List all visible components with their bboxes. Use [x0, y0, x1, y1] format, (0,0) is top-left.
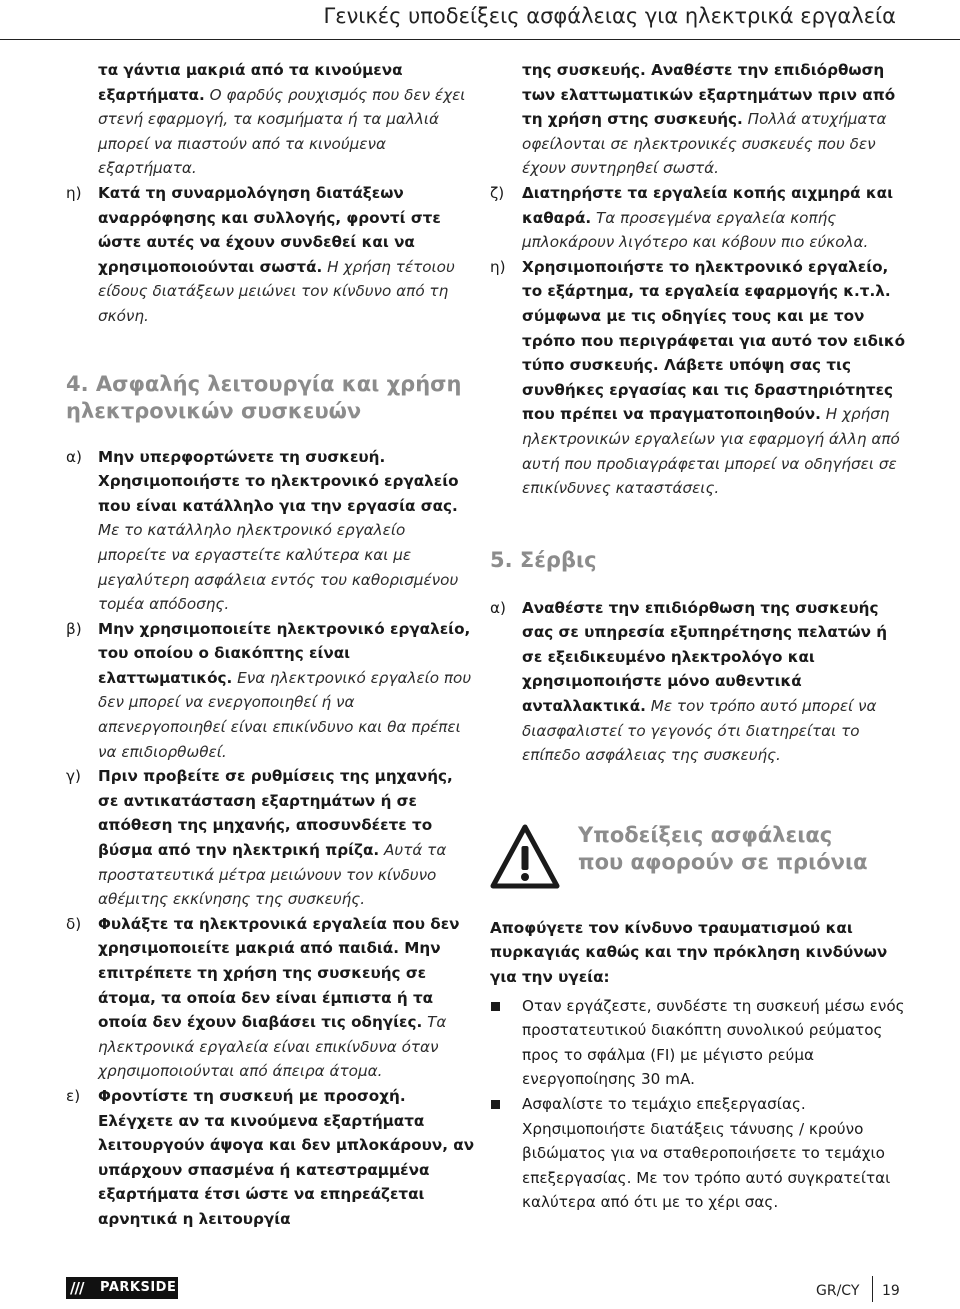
continued-paragraph: [490, 58, 910, 181]
item-marker: α): [490, 598, 506, 617]
item-body: [98, 912, 476, 1084]
bullet-text: Ασφαλίστε το τεμάχιο επεξεργασίας. Χρησιμοποιήστε διατάξεις τάνυσης / κρούνο βιδώματος για να σταθεροποιήσετε το τεμάχιο επεξεργασίας. Με τον τρόπο αυτό συγκρατείται καλύτερα από ότι με το χέρι σας.: [522, 1095, 891, 1212]
item-bold: Πριν προβείτε σε ρυθμίσεις της μηχανής, σε αντικατάσταση εξαρτημάτων ή σε απόθεση της μηχανής, αποσυνδέετε το βύσμα από την ηλεκτρική πρίζα.: [98, 767, 453, 860]
item-bold: Μην υπερφορτώνετε τη συσκευή. Χρησιμοποιήστε το ηλεκτρονικό εργαλείο που είναι κατάλληλο για την εργασία σας.: [98, 447, 459, 515]
item-body: [522, 255, 910, 501]
intro-text: Ο φαρδύς ρουχισμός που δεν έχει στενή εφαρμογή, τα κοσμήματα ή τα μαλλιά μπορεί να πιαστούν από τα κινούμενα εξαρτήματα.: [98, 85, 466, 178]
bullet-text: Οταν εργάζεστε, συνδέστε τη συσκευή μέσω ενός προστατευτικού διακόπτη συνολικού ρεύματος προς το σφάλμα (FI) με μέγιστο ρεύμα ενεργοποίησης 30 mA.: [522, 996, 905, 1089]
item-marker: ζ): [490, 183, 505, 202]
header-rule: [0, 39, 960, 40]
page-number: 19: [882, 1283, 900, 1299]
list-item: [490, 255, 910, 501]
item-marker: δ): [66, 914, 82, 933]
header-title: Γενικές υποδείξεις ασφάλειας για ηλεκτρικά εργαλεία: [323, 4, 896, 28]
item-bold: Κατά τη συναρμολόγηση διατάξεων αναρρόφησης και συλλογής, φροντί στε ώστε αυτές να έχουν συνδεθεί και να χρησιμοποιούνται σωστά.: [98, 183, 441, 276]
item-bold: Φροντίστε τη συσκευή με προσοχή. Ελέγχετε αν τα κινούμενα εξαρτήματα λειτουργούν άψογα και δεν μπλοκάρουν, αν υπάρχουν σπασμένα ή κατεστραμμένα εξαρτήματα έτσι ώστε να επηρεάζεται αρνητικά η λειτουργία: [98, 1086, 475, 1228]
left-column: [66, 58, 476, 1232]
footer-language: GR/CY: [816, 1283, 860, 1299]
page-header: [0, 0, 960, 40]
parkside-logo: [66, 1277, 178, 1299]
bullet-square-icon: [491, 1100, 500, 1109]
logo-brand: PARKSIDE: [100, 1280, 177, 1295]
list-item: [66, 912, 476, 1084]
item-text: Με τον τρόπο αυτό μπορεί να διασφαλιστεί το γεγονός ότι διατηρείται το επίπεδο ασφάλειας της συσκευής.: [522, 697, 877, 765]
item-body: [98, 1084, 476, 1232]
section-5-title: 5. Σέρβις: [490, 547, 597, 572]
saw-safety-title: Υποδείξεις ασφάλειας που αφορούν σε πριόνια: [578, 822, 868, 874]
list-item: [66, 1084, 476, 1232]
item-text: Τα προσεγμένα εργαλεία κοπής μπλοκάρουν λιγότερο και κόβουν πιο εύκολα.: [522, 208, 869, 252]
continued-bold: της συσκευής. Αναθέστε την επιδιόρθωση των ελαττωματικών εξαρτημάτων πριν από τη χρήση στης συσκευής.: [522, 61, 896, 129]
item-bold: Φυλάξτε τα ηλεκτρονικά εργαλεία που δεν χρησιμοποιείτε μακριά από παιδιά. Μην επιτρέπετε τη χρήση της συσκευής σε άτομα, τα οποία δεν είναι έμπιστα ή τα οποία δεν έχουν διαβάσει τις οδηγίες.: [98, 914, 460, 1032]
item-bold: Χρησιμοποιήστε το ηλεκτρονικό εργαλείο, το εξάρτημα, τα εργαλεία εφαρμογής κ.τ.λ. σύμφωνα με τις οδηγίες τους και με τον τρόπο που περιγράφεται για αυτό τον ειδικό τύπο συσκευής. Λάβετε υπόψη σας τις συνθήκες εργασίας και τις δραστηριότητες που πρέπει να πραγματοποιηθούν.: [522, 257, 906, 424]
item-bold: Αναθέστε την επιδιόρθωση της συσκευής σας σε υπηρεσία εξυπηρέτησης πελατών ή σε εξειδικευμένο ηλεκτρολόγο και χρησιμοποιήστε μόνο αυθεντικά ανταλλακτικά.: [522, 598, 888, 716]
item-marker: α): [66, 447, 82, 466]
list-item: [490, 181, 910, 255]
item-text: Τα ηλεκτρονικά εργαλεία είναι επικίνδυνα όταν χρησιμοποιούνται από άπειρα άτομα.: [98, 1013, 447, 1081]
list-item: [490, 596, 910, 768]
list-item: [66, 764, 476, 912]
item-bold: Μην χρησιμοποιείτε ηλεκτρονικό εργαλείο, του οποίου ο διακόπτης είναι ελαττωματικός.: [98, 619, 471, 687]
right-column: [490, 58, 910, 1215]
saw-intro: Αποφύγετε τον κίνδυνο τραυματισμού και πυρκαγιάς καθώς και την πρόκληση κινδύνων για την υγεία:: [490, 918, 888, 987]
item-marker: ε): [66, 1086, 81, 1105]
intro-bold: τα γάντια μακριά από τα κινούμενα εξαρτήματα.: [98, 61, 403, 104]
section-4-list: [66, 445, 476, 1232]
bullet-item: [490, 1092, 910, 1215]
item-marker: η): [490, 257, 506, 276]
section-4-title: 4. Ασφαλής λειτουργία και χρήση ηλεκτρονικών συσκευών: [66, 371, 462, 423]
bullet-square-icon: [491, 1002, 500, 1011]
item-marker: β): [66, 619, 82, 638]
intro-paragraph: [66, 58, 476, 181]
item-body: [98, 181, 476, 329]
list-item: [66, 617, 476, 765]
list-item-eta: [66, 181, 476, 329]
item-body: [98, 445, 476, 617]
bullet-item: [490, 994, 910, 1092]
item-text: Η χρήση ηλεκτρονικών εργαλείων για εφαρμογή άλλη από αυτή που προδιαγράφεται μπορεί να οδηγήσει σε επικίνδυνες καταστάσεις.: [522, 405, 900, 498]
saw-safety-heading: [490, 822, 910, 900]
item-text: Ενα ηλεκτρονικό εργαλείο που δεν μπορεί να ενεργοποιηθεί ή να απενεργοποιηθεί είναι επικίνδυνο και θα πρέπει να επιδιορθωθεί.: [98, 668, 472, 761]
item-text: Με το κατάλληλο ηλεκτρονικό εργαλείο μπορείτε να εργαστείτε καλύτερα και με μεγαλύτερη ασφάλεια εντός του καθορισμένου τομέα απόδοσης.: [98, 521, 459, 614]
footer-separator: [872, 1276, 873, 1302]
item-text: Αυτά τα προστατευτικά μέτρα μειώνουν τον κίνδυνο αθέμιτης εκκίνησης της συσκευής.: [98, 841, 447, 909]
warning-triangle-icon: [490, 824, 560, 890]
item-body: [98, 764, 476, 912]
item-marker: η): [66, 183, 82, 202]
item-marker: γ): [66, 767, 81, 786]
logo-slashes: ///: [70, 1279, 84, 1297]
item-bold: Διατηρήστε τα εργαλεία κοπής αιχμηρά και καθαρά.: [522, 183, 893, 227]
item-body: [522, 596, 910, 768]
continued-text: Πολλά ατυχήματα οφείλονται σε ηλεκτρονικές συσκευές που δεν έχουν συντηρηθεί σωστά.: [522, 110, 887, 178]
item-body: [522, 181, 910, 255]
item-text: Η χρήση τέτοιου είδους διατάξεων μειώνει τον κίνδυνο από τη σκόνη.: [98, 257, 455, 325]
list-item: [66, 445, 476, 617]
item-body: [98, 617, 476, 765]
